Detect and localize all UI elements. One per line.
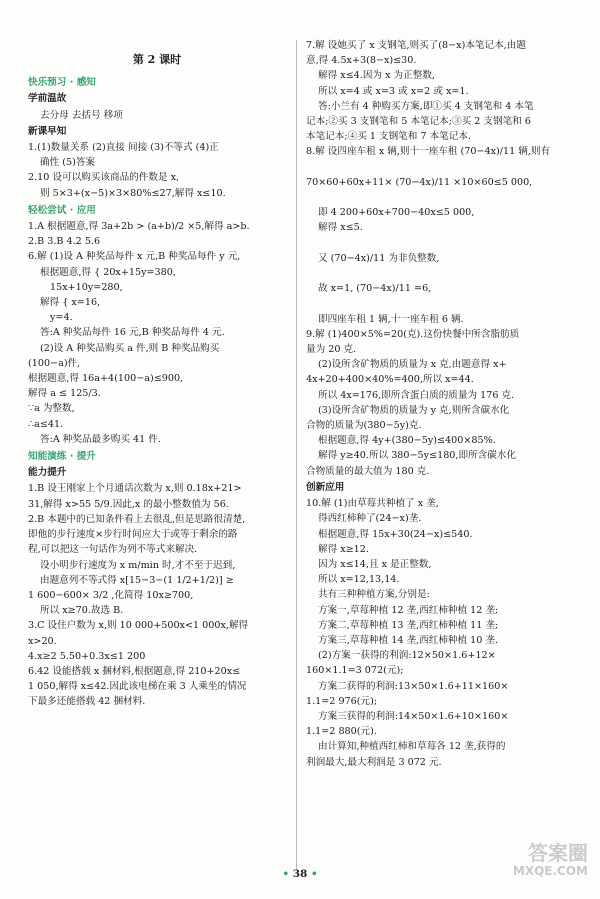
answer-line: 4x+20+400×40%=400,所以 x=44. bbox=[306, 374, 474, 386]
answer-line: 即四座车租 1 辆,十一座车租 6 辆. bbox=[318, 313, 464, 325]
answer-line: (2)设所含矿物质的质量为 x 克,由题意得 x+ bbox=[318, 359, 507, 371]
answer-line bbox=[306, 190, 574, 205]
answer-line: 1 050,解得 x≤42.因此该电梯在乘 3 人乘坐的情况 bbox=[28, 681, 247, 693]
answer-line: 下最多还能搭载 42 捆材料. bbox=[28, 696, 146, 708]
answer-line: 利润最大,最大利润是 3 072 元. bbox=[306, 756, 442, 768]
answer-line: 又 (70−4x)/11 为非负整数, bbox=[318, 252, 440, 264]
answer-line: (2)设 A 种奖品购买 a 件,则 B 种奖品购买 bbox=[40, 342, 220, 354]
answer-line: (2)方案一获得的利润:12×50×1.6+12× bbox=[318, 650, 496, 662]
answer-line: 方案一,草莓种植 12 垄,西红柿种植 12 垄; bbox=[318, 604, 499, 616]
answer-line: 合物质量的最大值为 180 克. bbox=[306, 465, 430, 477]
right-column bbox=[306, 38, 574, 770]
answer-line: 2.10 设可以购买该商品的件数是 x, bbox=[28, 172, 180, 184]
answer-line: 方案三,草莓种植 14 垄,西红柿种植 10 垄. bbox=[318, 634, 499, 646]
answer-line: 2.B 本题中的已知条件看上去很乱,但是思路很清楚, bbox=[28, 513, 246, 525]
answer-line: 去分母 去括号 移项 bbox=[40, 109, 123, 121]
answer-line: 6.42 设能搭载 x 捆材料,根据题意,得 210+20x≤ bbox=[28, 665, 241, 677]
answer-line: ∴a≤41. bbox=[28, 418, 64, 430]
answer-line: 答:小兰有 4 种购买方案,即①买 4 支钢笔和 4 本笔 bbox=[318, 100, 534, 112]
answer-line: 方案二,草莓种植 13 垄,西红柿种植 11 垄; bbox=[318, 619, 499, 631]
answer-line: 设小明步行速度为 x m/min 时,才不至于迟到, bbox=[40, 559, 236, 571]
answer-line: 所以 x=4 或 x=3 或 x=2 或 x=1. bbox=[318, 85, 469, 97]
answer-line: 解得 x≤5. bbox=[318, 222, 363, 234]
answer-line: 解得 { x=16, bbox=[40, 297, 101, 309]
answer-line: (3)设所含矿物质的质量为 y 克,则所含碳水化 bbox=[318, 404, 510, 416]
left-body bbox=[28, 75, 286, 709]
answer-line: 70×60+60x+11× (70−4x)/11 ×10×60≤5 000, bbox=[306, 176, 533, 188]
answer-line: 本笔记本;④买 1 支钢笔和 7 本笔记本. bbox=[306, 131, 471, 143]
answer-line: 3.C 设住户数为 x,则 10 000+500x<1 000x,解得 bbox=[28, 620, 249, 632]
answer-line: 即他的步行速度×步行时间应大于或等于剩余的路 bbox=[28, 529, 238, 541]
watermark-site: MXQE.COM bbox=[512, 864, 588, 878]
answer-line: 则 5×3+(x−5)×3×80%≤27,解得 x≤10. bbox=[40, 187, 226, 199]
answer-line: 即 4 200+60x+700−40x≤5 000, bbox=[318, 207, 475, 219]
answer-line: 方案三获得的利润:14×50×1.6+10×160× bbox=[318, 710, 509, 722]
answer-line: 解得 x≥12. bbox=[318, 543, 369, 555]
answer-line: 1.1=2 976(元); bbox=[306, 695, 378, 707]
answer-line: 答:A 种奖品每件 16 元,B 种奖品每件 4 元. bbox=[40, 327, 225, 339]
answer-line: 方案二获得的利润:13×50×1.6+11×160× bbox=[318, 680, 509, 692]
answer-line: 由题意列不等式得 x[15−3−(1 1/2+1/2)] ≥ bbox=[40, 574, 234, 586]
answer-line: 2.B 3.B 4.2 5.6 bbox=[28, 236, 101, 248]
watermark-logo bbox=[513, 842, 588, 878]
answer-line: 10.解 (1)由草莓共种植了 x 垄, bbox=[306, 498, 439, 510]
left-column bbox=[28, 38, 286, 710]
answer-line: 意,得 4.5x+3(8−x)≤30. bbox=[306, 55, 417, 67]
footer-dot-icon: • bbox=[282, 868, 290, 880]
sub-heading: 新课早知 bbox=[28, 125, 67, 137]
answer-line: 所以 x≥70.故选 B. bbox=[40, 605, 124, 617]
answer-line: 所以 4x=176,即所含蛋白质的质量为 176 克. bbox=[318, 389, 515, 401]
answer-line: 9.解 (1)400×5%=20(克).这份快餐中所含脂肪质 bbox=[306, 328, 520, 340]
answer-line: 7.解 设她买了 x 支钢笔,则买了(8−x)本笔记本,由题 bbox=[306, 40, 526, 51]
answer-line: 1 600−600× 3/2 ,化简得 10x≥700, bbox=[28, 589, 194, 601]
answer-line: (100−a)件, bbox=[28, 357, 81, 369]
answer-line: 故 x=1, (70−4x)/11 =6, bbox=[318, 283, 432, 295]
answer-line: 160×1.1=3 072(元); bbox=[306, 665, 404, 677]
answer-line: 根据题意,得 { 20x+15y=380, bbox=[40, 266, 176, 278]
section-heading: 知能演练 · 提升 bbox=[28, 451, 96, 463]
answer-line: 因为 x≤14,且 x 是正整数, bbox=[318, 558, 432, 570]
footer-dot-icon: • bbox=[310, 868, 318, 880]
answer-line: 得西红柿种了(24−x)垄. bbox=[318, 513, 422, 525]
answer-line bbox=[306, 160, 574, 175]
section-heading: 轻松尝试 · 应用 bbox=[28, 204, 96, 216]
answer-line: 量为 20 克. bbox=[306, 344, 357, 356]
column-divider bbox=[296, 40, 297, 870]
answer-line: 15x+10y=280, bbox=[50, 281, 123, 293]
answer-line: 解得 y≥40.所以 380−5y≤180,即所含碳水化 bbox=[318, 450, 517, 462]
page-footer bbox=[0, 867, 600, 882]
answer-line bbox=[306, 296, 574, 311]
right-body bbox=[306, 38, 574, 770]
answer-line: 1.1=2 880(元). bbox=[306, 726, 377, 738]
answer-line: 记本;②买 3 支钢笔和 5 本笔记本;③买 2 支钢笔和 6 bbox=[306, 116, 531, 128]
sub-heading: 创新应用 bbox=[306, 481, 345, 493]
watermark-title: 答案圈 bbox=[528, 841, 588, 865]
answer-line bbox=[306, 236, 574, 251]
answer-line: x>20. bbox=[28, 635, 57, 647]
answer-line: 答:A 种奖品最多购买 41 件. bbox=[40, 433, 161, 445]
answer-line: 4.x≥2 5.50+0.3x≤1 200 bbox=[28, 650, 146, 662]
page-number: 38 bbox=[292, 868, 308, 880]
answer-line: 1.A 根据题意,得 3a+2b > (a+b)/2 ×5,解得 a>b. bbox=[28, 221, 250, 233]
answer-line: 根据题意,得 4y+(380−5y)≤400×85%. bbox=[318, 435, 496, 447]
answer-line: y=4. bbox=[50, 312, 73, 324]
answer-line: 程,可以把这一句话作为列不等式来解决. bbox=[28, 544, 198, 556]
section-heading: 快乐预习 · 感知 bbox=[28, 77, 96, 89]
answer-line: ∵a 为整数, bbox=[28, 403, 75, 415]
answer-line: 合物的质量为(380−5y)克. bbox=[306, 420, 422, 432]
answer-line: 解得 a ≤ 125/3. bbox=[28, 388, 101, 400]
answer-line: 1.(1)数量关系 (2)直接 间接 (3)不等式 (4)正 bbox=[28, 142, 219, 154]
answer-line: 根据题意,得 15x+30(24−x)≤540. bbox=[318, 528, 473, 540]
answer-line: 31,解得 x>55 5/9.因此,x 的最小整数值为 56. bbox=[28, 498, 229, 510]
answer-line: 所以 x=12,13,14. bbox=[318, 574, 400, 586]
sub-heading: 能力提升 bbox=[28, 467, 67, 479]
answer-line: 根据题意,得 16a+4(100−a)≤900, bbox=[28, 373, 184, 385]
answer-line bbox=[306, 266, 574, 281]
answer-line: 确性 (5)答案 bbox=[40, 157, 96, 169]
answer-line: 8.解 设四座车租 x 辆,则十一座车租 (70−4x)/11 辆,则有 bbox=[306, 146, 551, 158]
answer-line: 1.B 设王刚家上个月通话次数为 x,则 0.18x+21> bbox=[28, 483, 242, 495]
sub-heading: 学前温故 bbox=[28, 93, 67, 105]
answer-line: 共有三种种植方案,分别是: bbox=[318, 589, 430, 601]
answer-line: 由计算知,种植西红柿和草莓各 12 垄,获得的 bbox=[318, 741, 506, 753]
answer-line: 解得 x≤4.因为 x 为正整数, bbox=[318, 70, 435, 82]
answer-line: 6.解 (1)设 A 种奖品每件 x 元,B 种奖品每件 y 元, bbox=[28, 251, 241, 263]
lesson-title: 第 2 课时 bbox=[132, 53, 182, 66]
